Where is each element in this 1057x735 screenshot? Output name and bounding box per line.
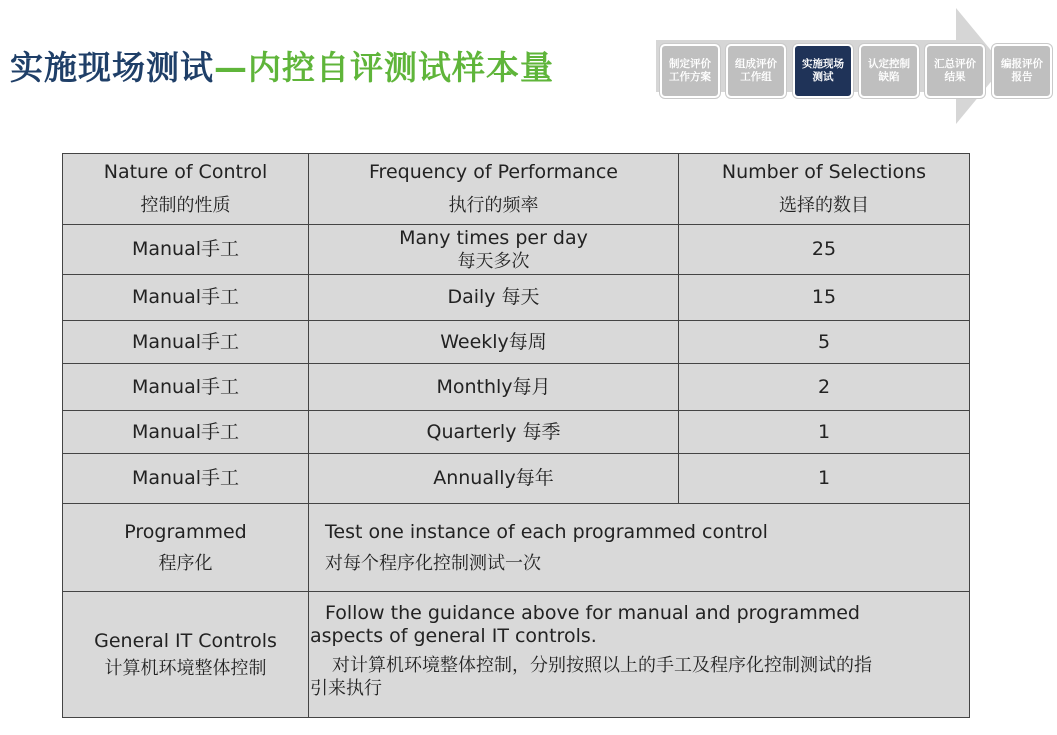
cell-frequency-en: Many times per day	[399, 226, 588, 249]
cell-frequency: Monthly每月	[309, 364, 679, 411]
programmed-guidance-en: Test one instance of each programmed control	[325, 520, 768, 543]
sample-size-table	[62, 153, 970, 718]
header-nature	[63, 154, 309, 225]
table-row	[63, 225, 970, 275]
cell-general-it-guidance	[309, 592, 970, 718]
header-nature-en: Nature of Control	[103, 161, 268, 183]
general-it-nature-en: General IT Controls	[94, 629, 277, 652]
cell-nature: Manual手工	[63, 275, 309, 321]
cell-frequency-zh: 每天多次	[457, 250, 530, 272]
cell-selections: 5	[679, 321, 970, 364]
process-step-defect	[859, 44, 919, 98]
title-sub: —内控自评测试样本量	[214, 48, 554, 87]
programmed-nature-en: Programmed	[124, 520, 247, 543]
process-step-report-label: 编报评价报告	[1001, 58, 1043, 83]
general-it-guidance-zh-2: 引来执行	[310, 678, 382, 699]
title-main: 实施现场测试	[10, 48, 214, 87]
cell-nature-general-it	[63, 592, 309, 718]
header-nature-zh: 控制的性质	[140, 195, 231, 216]
table-row	[63, 275, 970, 321]
header-frequency-en: Frequency of Performance	[369, 161, 618, 183]
process-step-summary	[925, 44, 985, 98]
cell-programmed-guidance	[309, 504, 970, 592]
table-row	[63, 321, 970, 364]
cell-frequency: Weekly每周	[309, 321, 679, 364]
programmed-guidance-zh: 对每个程序化控制测试一次	[325, 552, 541, 574]
cell-frequency: Annually每年	[309, 454, 679, 504]
process-step-test	[793, 44, 853, 98]
cell-nature: Manual手工	[63, 321, 309, 364]
table-row-programmed	[63, 504, 970, 592]
cell-frequency	[309, 225, 679, 275]
page-title	[10, 42, 554, 89]
process-step-team	[726, 44, 786, 98]
general-it-guidance-en-2: aspects of general IT controls.	[310, 625, 597, 647]
cell-nature-programmed	[63, 504, 309, 592]
cell-frequency: Quarterly 每季	[309, 411, 679, 454]
process-step-summary-label: 汇总评价结果	[934, 58, 976, 83]
cell-nature: Manual手工	[63, 364, 309, 411]
header-frequency-zh: 执行的频率	[448, 195, 539, 216]
cell-selections: 1	[679, 411, 970, 454]
process-step-defect-label: 认定控制缺陷	[868, 58, 910, 83]
table-row-general-it	[63, 592, 970, 718]
header-selections-en: Number of Selections	[721, 161, 927, 183]
header-selections	[679, 154, 970, 225]
programmed-nature-zh: 程序化	[158, 552, 213, 574]
process-step-test-label: 实施现场测试	[802, 58, 844, 83]
cell-selections: 25	[679, 225, 970, 275]
cell-selections: 1	[679, 454, 970, 504]
process-step-report	[992, 44, 1052, 98]
cell-nature: Manual手工	[63, 411, 309, 454]
general-it-guidance-zh-1: 对计算机环境整体控制，分别按照以上的手工及程序化控制测试的指	[332, 655, 872, 676]
header-frequency	[309, 154, 679, 225]
cell-selections: 2	[679, 364, 970, 411]
table-header-row	[63, 154, 970, 225]
process-step-team-label: 组成评价工作组	[735, 58, 777, 83]
general-it-nature-zh: 计算机环境整体控制	[104, 657, 267, 679]
cell-nature: Manual手工	[63, 454, 309, 504]
process-flow	[656, 6, 1056, 128]
header-selections-zh: 选择的数目	[779, 195, 869, 216]
cell-frequency: Daily 每天	[309, 275, 679, 321]
process-step-plan-label: 制定评价工作方案	[669, 58, 711, 83]
general-it-guidance-en-1: Follow the guidance above for manual and programmed	[325, 602, 860, 624]
cell-nature: Manual手工	[63, 225, 309, 275]
cell-selections: 15	[679, 275, 970, 321]
process-step-plan	[660, 44, 720, 98]
table-row	[63, 411, 970, 454]
table-row	[63, 454, 970, 504]
table-row	[63, 364, 970, 411]
